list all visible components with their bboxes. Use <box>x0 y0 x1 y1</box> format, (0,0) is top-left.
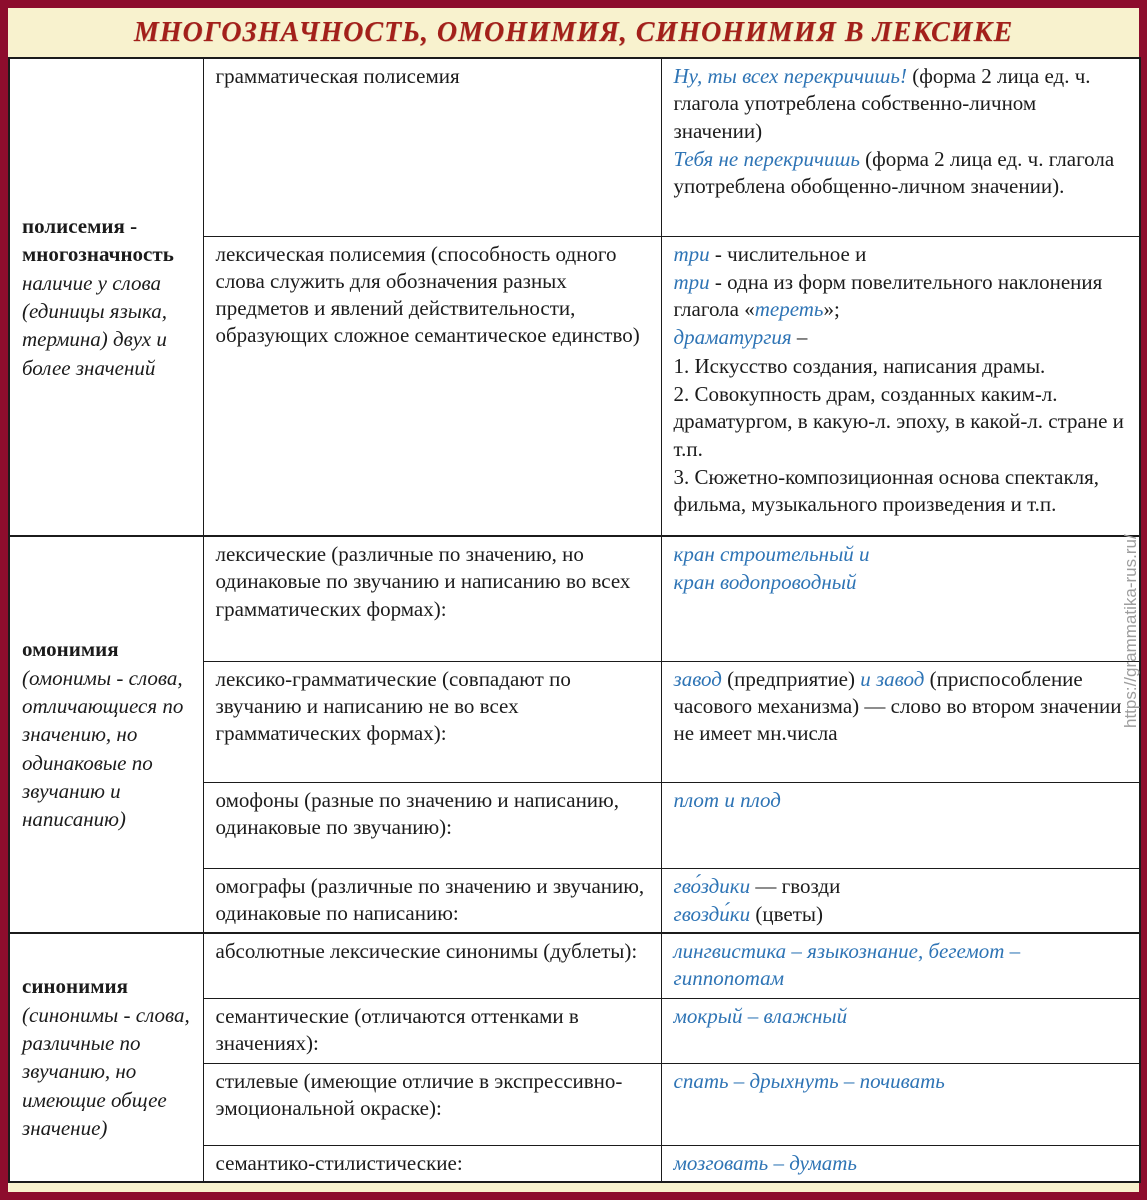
example-cell-semantic-stylistic-synonyms <box>661 1145 1140 1182</box>
example-term: гвозди́ки <box>673 901 751 926</box>
example-line <box>674 324 1130 351</box>
term-homonymy: омонимия <box>22 637 119 662</box>
example-line <box>674 787 1130 814</box>
example-term: плот и плод <box>673 787 781 812</box>
term-polysemy: полисемия - многозначность <box>22 213 174 267</box>
example-term: Тебя не перекричишь <box>673 146 860 171</box>
text-segment: – <box>791 325 808 350</box>
text-segment: - числительное и <box>709 241 867 266</box>
example-line <box>674 241 1130 268</box>
text-segment: — гвозди <box>750 873 841 898</box>
text-segment: (цветы) <box>750 901 823 926</box>
example-line <box>674 269 1130 324</box>
table-row <box>9 933 1140 998</box>
example-term: три <box>673 269 710 294</box>
example-line <box>674 1003 1130 1030</box>
page-title: МНОГОЗНАЧНОСТЬ, ОМОНИМИЯ, СИНОНИМИЯ В ЛЕКСИКЕ <box>133 16 1014 48</box>
example-cell-homophones <box>661 782 1140 868</box>
example-term: гво́здики <box>673 873 751 898</box>
example-line <box>674 63 1130 145</box>
text-segment: - одна из форм повелительного наклонения глагола « <box>673 269 1103 322</box>
table-row <box>9 536 1140 661</box>
example-cell-lexical-polysemy <box>661 236 1140 536</box>
example-cell-semantic-synonyms <box>661 998 1140 1063</box>
document-frame <box>8 8 1139 1192</box>
example-term: три <box>673 241 710 266</box>
term-cell-synonymy <box>9 933 203 1182</box>
subtype-cell-lexical-polysemy: лексическая полисемия (способность одного слова служить для обозначения разных предметов и явлений действительности, образующих сложное семантическое единство) <box>203 236 661 536</box>
subtype-cell-grammatical-polysemy: грамматическая полисемия <box>203 58 661 236</box>
example-cell-absolute-synonyms <box>661 933 1140 998</box>
watermark-url: https://grammatika-rus.ru/ <box>1121 534 1140 728</box>
example-term: тереть <box>754 297 824 322</box>
table-row <box>9 58 1140 236</box>
title-band <box>8 8 1139 57</box>
example-cell-homographs <box>661 868 1140 933</box>
subtype-cell-semantic-stylistic-synonyms: семантико-стилистические: <box>203 1145 661 1182</box>
example-term: и завод <box>860 666 925 691</box>
subtype-cell-lexical-homonyms: лексические (различные по значению, но одинаковые по звучанию и написанию во всех грамматических формах): <box>203 536 661 661</box>
text-segment: (форма 2 лица ед. ч. глагола употреблена собственно-личном значении) <box>673 64 1091 143</box>
example-line <box>674 146 1130 201</box>
lexicon-table <box>8 57 1141 1183</box>
example-term: завод <box>673 666 722 691</box>
text-segment: »; <box>823 297 840 322</box>
subtype-cell-homographs: омографы (различные по значению и звучанию, одинаковые по написанию: <box>203 868 661 933</box>
term-synonymy-definition: (синонимы - слова, различные по звучанию, но имеющие общее значение) <box>22 1002 190 1141</box>
example-cell-stylistic-synonyms <box>661 1063 1140 1145</box>
example-line <box>674 541 1130 568</box>
text-segment: 3. Сюжетно-композиционная основа спектакля, фильма, музыкального произведения и т.п. <box>673 464 1100 517</box>
subtype-cell-lexico-grammatical-homonyms: лексико-грамматические (совпадают по звучанию и написанию не во всех грамматических формах): <box>203 661 661 782</box>
example-line <box>674 353 1130 380</box>
term-synonymy: синонимия <box>22 974 128 999</box>
term-homonymy-definition: (омонимы - слова, отличающиеся по значению, но одинаковые по звучанию и написанию) <box>22 665 184 832</box>
example-term: Ну, ты всех перекричишь! <box>673 64 907 88</box>
subtype-cell-absolute-synonyms: абсолютные лексические синонимы (дублеты): <box>203 933 661 998</box>
subtype-cell-stylistic-synonyms: стилевые (имеющие отличие в экспрессивно-эмоциональной окраске): <box>203 1063 661 1145</box>
example-line <box>674 873 1130 900</box>
example-line <box>674 381 1130 463</box>
example-term: драматургия <box>673 325 792 350</box>
term-cell-homonymy <box>9 536 203 933</box>
example-term: кран водопроводный <box>673 570 857 595</box>
example-term: спать – дрыхнуть – почивать <box>673 1068 945 1093</box>
example-line <box>674 938 1130 993</box>
example-line <box>674 1068 1130 1095</box>
example-line <box>674 666 1130 748</box>
subtype-cell-semantic-synonyms: семантические (отличаются оттенками в значениях): <box>203 998 661 1063</box>
example-term: лингвистика – языкознание, бегемот – гиппопотам <box>673 939 1021 991</box>
text-segment: 1. Искусство создания, написания драмы. <box>673 353 1046 378</box>
subtype-cell-homophones: омофоны (разные по значению и написанию, одинаковые по звучанию): <box>203 782 661 868</box>
example-cell-lexical-homonyms <box>661 536 1140 661</box>
text-segment: 2. Совокупность драм, созданных каким-л. драматургом, в какую-л. эпоху, в какой-л. стране и т.п. <box>673 381 1124 461</box>
example-term: мозговать – думать <box>673 1150 857 1175</box>
example-line <box>674 901 1130 928</box>
term-polysemy-definition: наличие у слова (единицы языка, термина) двух и более значений <box>22 270 168 380</box>
example-line <box>674 1150 1130 1177</box>
text-segment: (приспособление часового механизма) — слово во втором значении не имеет мн.числа <box>673 666 1122 746</box>
text-segment: (предприятие) <box>721 666 861 691</box>
example-term: кран строительный и <box>673 542 870 566</box>
example-cell-grammatical-polysemy <box>661 58 1140 236</box>
example-line <box>674 464 1130 519</box>
example-line <box>674 569 1130 596</box>
text-segment: (форма 2 лица ед. ч. глагола употреблена обобщенно-личном значении). <box>673 146 1115 199</box>
example-term: мокрый – влажный <box>673 1003 848 1028</box>
term-cell-polysemy <box>9 58 203 536</box>
example-cell-lexico-grammatical-homonyms <box>661 661 1140 782</box>
